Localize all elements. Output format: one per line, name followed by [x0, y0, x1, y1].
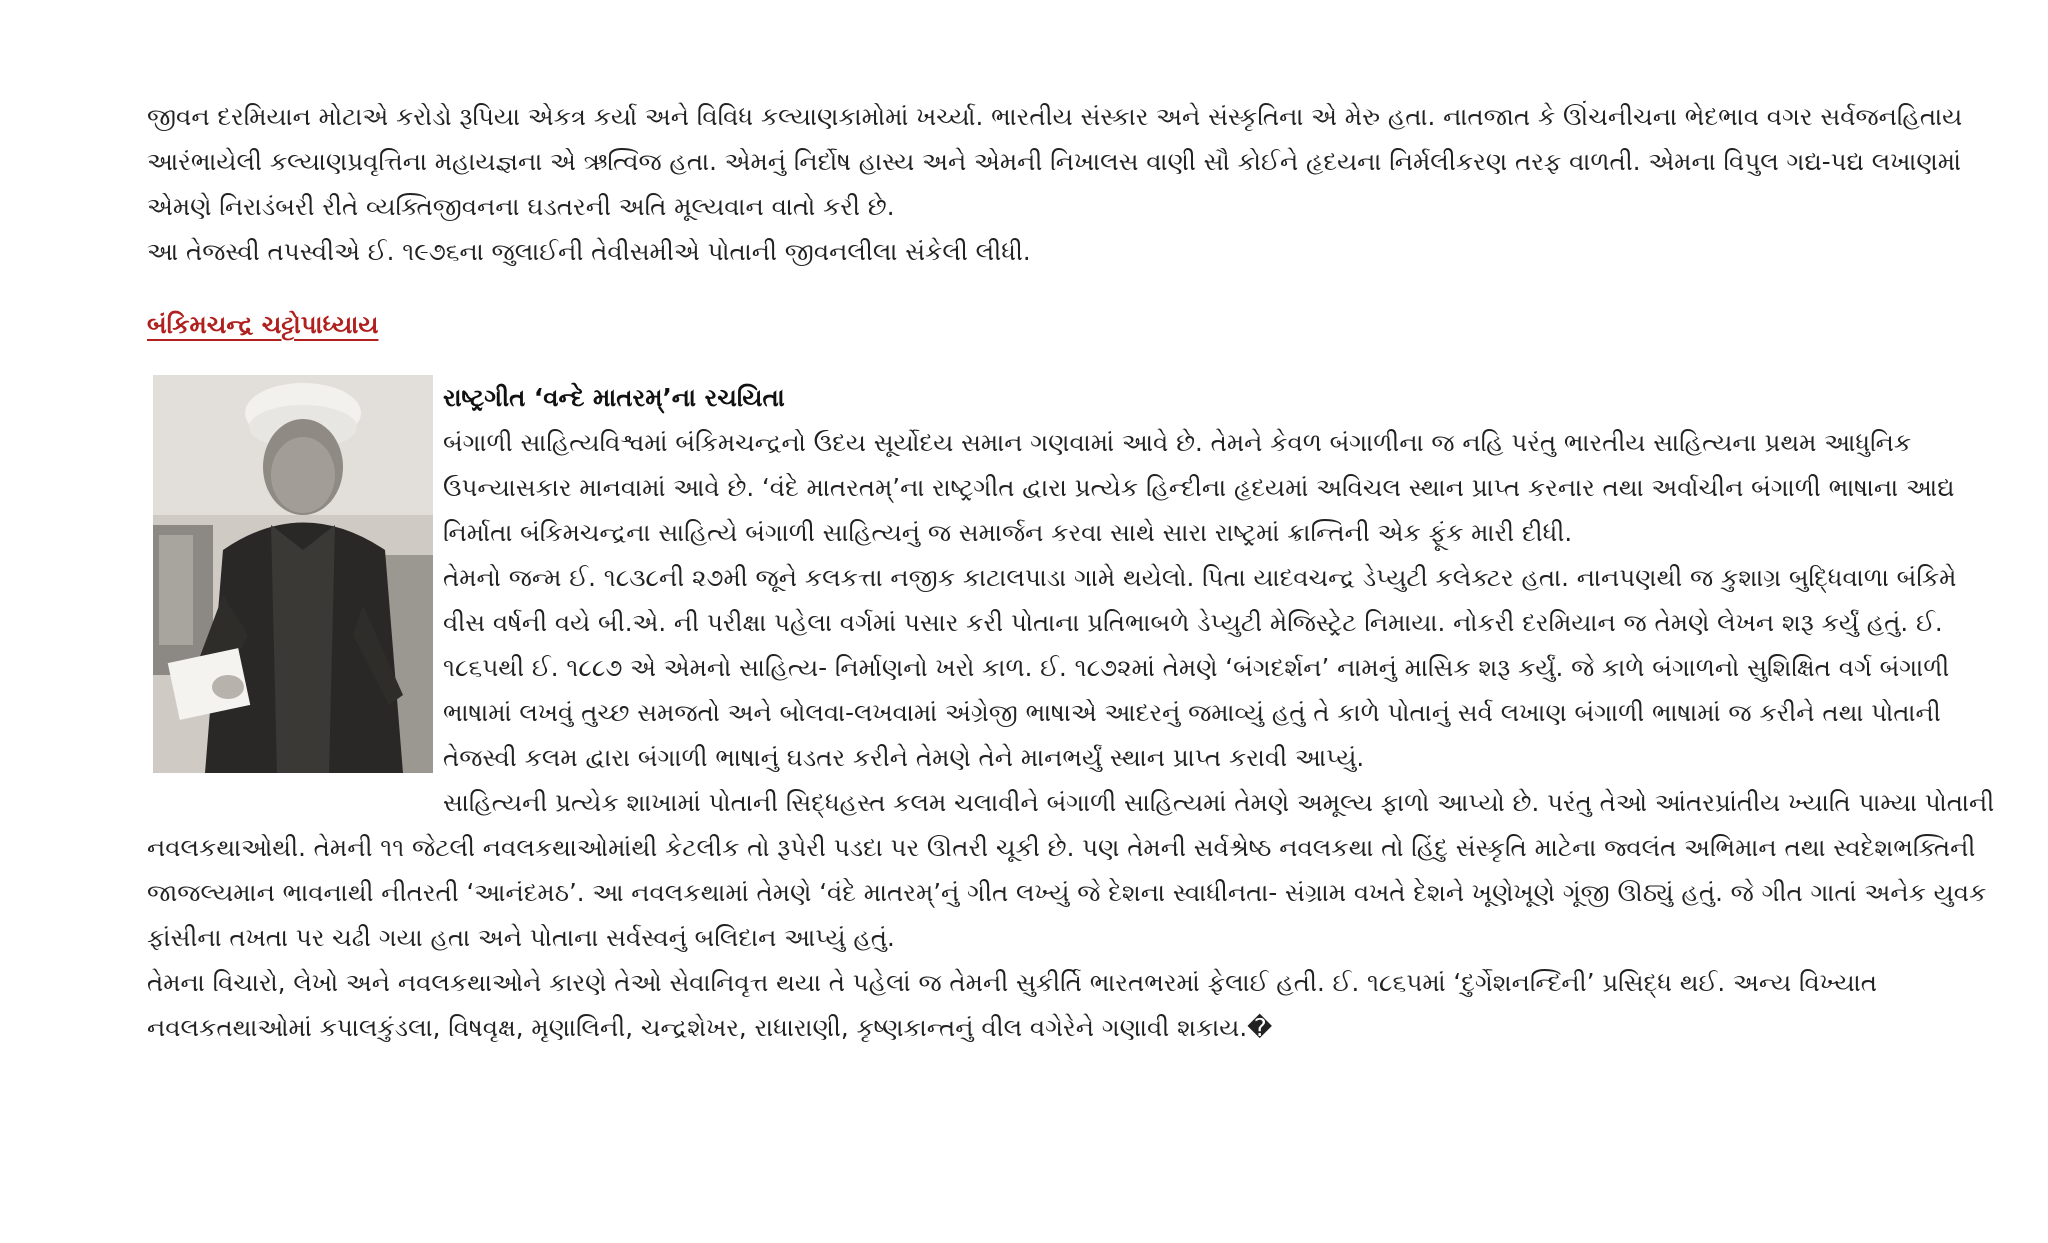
portrait-photo — [153, 375, 433, 773]
bio-paragraph-1: બંગાળી સાહિત્યવિશ્વમાં બંકિમચન્દ્રનો ઉદય સૂર્યોદય સમાન ગણવામાં આવે છે. તેમને કેવળ બંગાળીના જ નહિ પરંતુ ભારતીય સાહિત્યના પ્રથમ આધુનિક ઉપન્યાસકાર માનવામાં આવે છે. ‘વંદે માતરતમ્’ના રાષ્ટ્રગીત દ્વારા પ્રત્યેક હિન્દીના હૃદયમાં અવિચલ સ્થાન પ્રાપ્ત કરનાર તથા અર્વાચીન બંગાળી ભાષાના આદ્ય નિર્માતા બંકિમચન્દ્રના સાહિત્યે બંગાળી સાહિત્યનું જ સમાર્જન કરવા સાથે સારા રાષ્ટ્રમાં ક્રાન્તિની એક ફૂંક મારી દીધી. — [443, 428, 1955, 547]
biography-section — [147, 375, 1996, 1050]
bio-paragraph-2: તેમનો જન્મ ઈ. ૧૮૩૮ની ૨૭મી જૂને કલકત્તા નજીક કાટાલપાડા ગામે થયેલો. પિતા યાદવચન્દ્ર ડેપ્યુટી કલેક્ટર હતા. નાનપણથી જ કુશાગ્ર બુદ્ધિવાળા બંકિમે વીસ વર્ષની વયે બી.એ. ની પરીક્ષા પહેલા વર્ગમાં પસાર કરી પોતાના પ્રતિભાબળે ડેપ્યુટી મેજિસ્ટ્રેટ નિમાયા. નોકરી દરમિયાન જ તેમણે લેખન શરૂ કર્યું હતું. ઈ. ૧૮૬૫થી ઈ. ૧૮૮૭ એ એમનો સાહિત્ય- નિર્માણનો ખરો કાળ. ઈ. ૧૮૭૨માં તેમણે ‘બંગદર્શન’ નામનું માસિક શરૂ કર્યું. જે કાળે બંગાળનો સુશિક્ષિત વર્ગ બંગાળી ભાષામાં લખવું તુચ્છ સમજતો અને બોલવા-લખવામાં અંગ્રેજી ભાષાએ આદરનું જમાવ્યું હતું તે કાળે પોતાનું સર્વ લખાણ બંગાળી ભાષામાં જ કરીને તથા પોતાની તેજસ્વી કલમ દ્વારા બંગાળી ભાષાનું ઘડતર કરીને તેમણે તેને માનભર્યું સ્થાન પ્રાપ્ત કરાવી આપ્યું. — [443, 563, 1957, 772]
intro-paragraph: જીવન દરમિયાન મોટાએ કરોડો રૂપિયા એકત્ર કર્યા અને વિવિધ કલ્યાણકામોમાં ખર્ચ્યા. ભારતીય સંસ્કાર અને સંસ્કૃતિના એ મેરુ હતા. નાતજાત કે ઊંચનીચના ભેદભાવ વગર સર્વજનહિતાય આરંભાયેલી કલ્યાણપ્રવૃત્તિના મહાયજ્ઞના એ ઋત્વિજ હતા. એમનું નિર્દોષ હાસ્ય અને એમની નિખાલસ વાણી સૌ કોઈને હૃદયના નિર્મલીકરણ તરફ વાળતી. એમના વિપુલ ગદ્ય-પદ્ય લખાણમાં એમણે નિરાડંબરી રીતે વ્યક્તિજીવનના ઘડતરની અતિ મૂલ્યવાન વાતો કરી છે. — [147, 102, 1963, 221]
intro-closing-paragraph: આ તેજસ્વી તપસ્વીએ ઈ. ૧૯૭૬ના જુલાઈની તેવીસમીએ પોતાની જીવનલીલા સંકેલી લીધી. — [147, 237, 1031, 266]
section-heading-link[interactable]: બંકિમચન્દ્ર ચટ્ટોપાધ્યાય — [147, 310, 379, 339]
bio-paragraph-3: સાહિત્યની પ્રત્યેક શાખામાં પોતાની સિદ્ધહસ્ત કલમ ચલાવીને બંગાળી સાહિત્યમાં તેમણે અમૂલ્ય ફાળો આપ્યો છે. પરંતુ તેઓ આંતરપ્રાંતીય ખ્યાતિ પામ્યા પોતાની નવલકથાઓથી. તેમની ૧૧ જેટલી નવલકથાઓમાંથી કેટલીક તો રૂપેરી પડદા પર ઊતરી ચૂકી છે. પણ તેમની સર્વશ્રેષ્ઠ નવલકથા તો હિંદુ સંસ્કૃતિ માટેના જ્વલંત અભિમાન તથા સ્વદેશભક્તિની જાજલ્યમાન ભાવનાથી નીતરતી ‘આનંદમઠ’. આ નવલકથામાં તેમણે ‘વંદે માતરમ્’નું ગીત લખ્યું જે દેશના સ્વાધીનતા- સંગ્રામ વખતે દેશને ખૂણેખૂણે ગૂંજી ઊઠ્યું હતું. જે ગીત ગાતાં અનેક યુવક ફાંસીના તખતા પર ચઢી ગયા હતા અને પોતાના સર્વસ્વનું બલિદાન આપ્યું હતું. — [147, 788, 1995, 952]
section-subtitle: રાષ્ટ્રગીત ‘વન્દે માતરમ્’ના રચયિતા — [443, 383, 785, 412]
bio-paragraph-4: તેમના વિચારો, લેખો અને નવલકથાઓને કારણે તેઓ સેવાનિવૃત્ત થયા તે પહેલાં જ તેમની સુકીર્તિ ભારતભરમાં ફેલાઈ હતી. ઈ. ૧૮૬૫માં ‘દુર્ગેશનન્દિની’ પ્રસિદ્ધ થઈ. અન્ય વિખ્યાત નવલકતથાઓમાં કપાલકુંડલા, વિષવૃક્ષ, મૃણાલિની, ચન્દ્રશેખર, રાધારાણી, કૃષ્ણકાન્તનું વીલ વગેરેને ગણાવી શકાય.� — [147, 968, 1877, 1042]
